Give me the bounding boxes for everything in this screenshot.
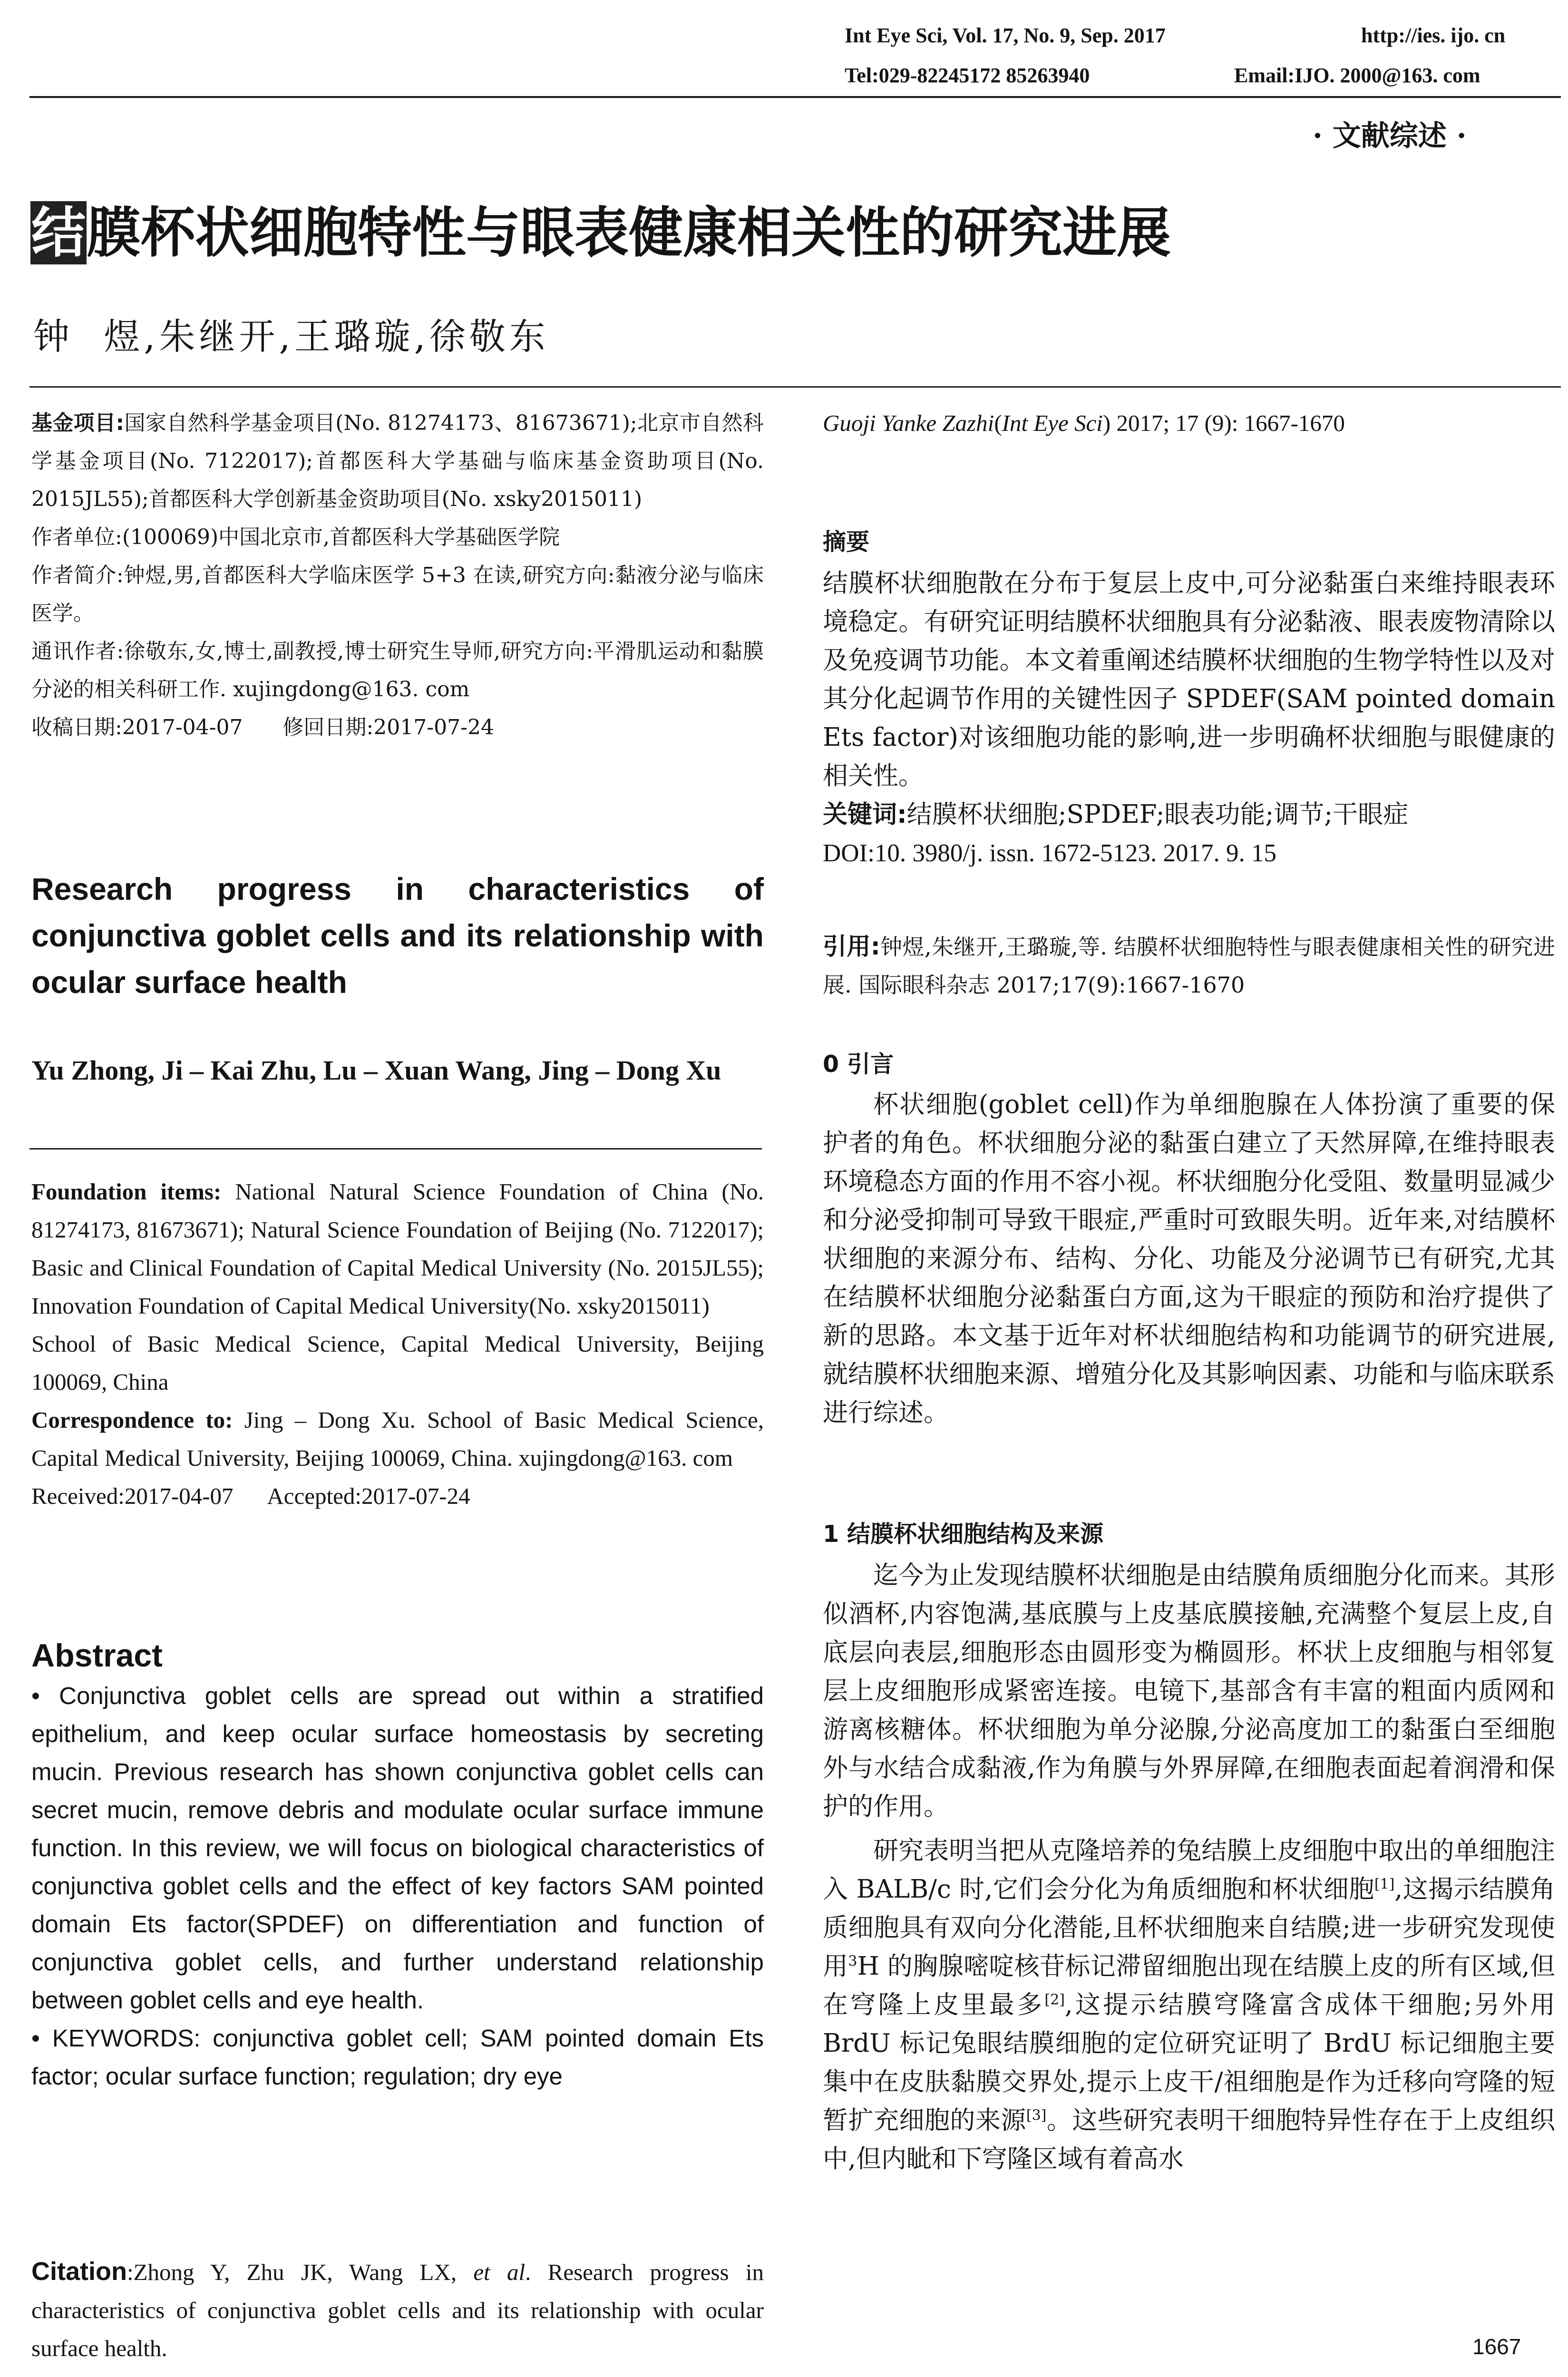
abstract-en-body	[31, 1677, 764, 2095]
section1-heading: 1 结膜杯状细胞结构及来源	[823, 1520, 1104, 1548]
dates-cn: 收稿日期:2017-04-07 修回日期:2017-07-24	[31, 715, 494, 740]
journal-email: Email:IJO. 2000@163. com	[1234, 64, 1480, 87]
journal-tel: Tel:029-82245172 85263940	[845, 64, 1090, 87]
en-meta-rule	[29, 1148, 762, 1150]
keywords-cn: 关键词:结膜杯状细胞;SPDEF;眼表功能;调节;干眼症	[823, 800, 1409, 829]
author-bio-cn: 作者简介:钟煜,男,首都医科大学临床医学 5+3 在读,研究方向:黏液分泌与临床医学。	[31, 563, 764, 625]
correspondence-cn: 通讯作者:徐敬东,女,博士,副教授,博士研究生导师,研究方向:平滑肌运动和黏膜分泌的相关科研工作. xujingdong@163. com	[31, 639, 764, 701]
foundation-items: Foundation items: National Natural Science Foundation of China (No. 81274173, 81673671); Natural Science Foundation of Beijing (No. 7122017); Basic and Clinical Foundation of Capital Medical University (No. 2015JL55); Innovation Foundation of Capital Medical University(No. xsky2015011)	[31, 1179, 764, 1319]
article-title	[30, 200, 1171, 266]
en-meta-block	[31, 1173, 764, 1515]
received-en: Received:2017-04-07 Accepted:2017-07-24	[31, 1483, 470, 1509]
page-number: 1667	[1472, 2334, 1521, 2359]
authors-cn: 钟 煜,朱继开,王璐璇,徐敬东	[33, 315, 549, 358]
abstract-cn-text: 结膜杯状细胞散在分布于复层上皮中,可分泌黏蛋白来维持眼表环境稳定。有研究证明结膜杯状细胞具有分泌黏液、眼表废物清除以及免疫调节功能。本文着重阐述结膜杯状细胞的生物学特性以及对其分化起调节作用的关键性因子 SPDEF(SAM pointed domain Ets factor)对该细胞功能的影响,进一步明确杯状细胞与眼健康的相关性。	[823, 569, 1555, 790]
section1-para1: 迄今为止发现结膜杯状细胞是由结膜角质细胞分化而来。其形似酒杯,内容饱满,基底膜与上皮基底膜接触,充满整个复层上皮,自底层向表层,细胞形态由圆形变为椭圆形。杯状上皮细胞与相邻复层上皮细胞形成紧密连接。电镜下,基部含有丰富的粗面内质网和游离核糖体。杯状细胞为单分泌腺,分泌高度加工的黏蛋白至细胞外与水结合成黏液,作为角膜与外界屏障,在细胞表面起着润滑和保护的作用。	[823, 1561, 1555, 1821]
english-title: Research progress in characteristics of conjunctiva goblet cells and its relationship with ocular surface health	[31, 871, 764, 1000]
citation-en: Citation:Zhong Y, Zhu JK, Wang LX, et al. Research progress in characteristics of conjunctiva goblet cells and its relationship with ocular surface health.	[31, 2257, 764, 2361]
authors-rule	[29, 386, 1561, 388]
intro-heading: 0 引言	[823, 1051, 894, 1078]
intro-body	[823, 1085, 1555, 1432]
english-authors: Yu Zhong, Ji – Kai Zhu, Lu – Xuan Wang, Jing – Dong Xu	[31, 1055, 721, 1086]
affiliation-cn: 作者单位:(100069)中国北京市,首都医科大学基础医学院	[31, 525, 560, 549]
funding-cn: 基金项目:国家自然科学基金项目(No. 81274173、81673671);北京市自然科学基金项目(No. 7122017);首都医科大学基础与临床基金资助项目(No. 2015JL55);首都医科大学创新基金资助项目(No. xsky2015011)	[31, 411, 764, 511]
section1-para2: 研究表明当把从克隆培养的兔结膜上皮细胞中取出的单细胞注入 BALB/c 时,它们会分化为角质细胞和杯状细胞[1],这揭示结膜角质细胞具有双向分化潜能,且杯状细胞来自结膜;进一步研究发现使用$^3$H 的胸腺嘧啶核苷标记滞留细胞出现在结膜上皮的所有区域,但在穹隆上皮里最多[2],这提示结膜穹隆富含成体干细胞;另外用 BrdU 标记兔眼结膜细胞的定位研究证明了 BrdU 标记细胞主要集中在皮肤黏膜交界处,提示上皮干/祖细胞是作为迁移向穹隆的短暂扩充细胞的来源[3]。这些研究表明干细胞特异性存在于上皮组织中,但内眦和下穹隆区域有着高水	[823, 1836, 1556, 2173]
citation-cn: 引用:钟煜,朱继开,王璐璇,等. 结膜杯状细胞特性与眼表健康相关性的研究进展. 国际眼科杂志 2017;17(9):1667-1670	[823, 933, 1555, 998]
ref-2: [2]	[1044, 1991, 1065, 2008]
title-drop-char: 结	[31, 201, 86, 264]
correspondence-en: Correspondence to: Jing – Dong Xu. School of Basic Medical Science, Capital Medical University, Beijing 100069, China. xujingdong@163. com	[31, 1407, 764, 1471]
citation-en-continued: Guoji Yanke Zazhi(Int Eye Sci) 2017; 17 (9): 1667-1670	[823, 410, 1345, 436]
ref-3: [3]	[1026, 2107, 1047, 2124]
abstract-en-para: • Conjunctiva goblet cells are spread out within a stratified epithelium, and keep ocular surface homeostasis by secreting mucin. Previous research has shown conjunctiva goblet cells can secret mucin, remove debris and modulate ocular surface immune function. In this review, we will focus on biological characteristics of conjunctiva goblet cells and the effect of key factors SAM pointed domain Ets factor(SPDEF) on differentiation and function of conjunctiva goblet cells, and further understand relationship between goblet cells and eye health.	[31, 1682, 764, 2014]
school-en: School of Basic Medical Science, Capital Medical University, Beijing 100069, China	[31, 1331, 764, 1395]
intro-text: 杯状细胞(goblet cell)作为单细胞腺在人体扮演了重要的保护者的角色。杯状细胞分泌的黏蛋白建立了天然屏障,在维持眼表环境稳态方面的作用不容小视。杯状细胞分化受阻、数量明显减少和分泌受抑制可导致干眼症,严重时可致眼失明。近年来,对结膜杯状细胞的来源分布、结构、分化、功能及分泌调节已有研究,尤其在结膜杯状细胞分泌黏蛋白方面,这为干眼症的预防和治疗提供了新的思路。本文基于近年对杯状细胞结构和功能调节的研究进展,就结膜杯状细胞来源、增殖分化及其影响因素、功能和与临床联系进行综述。	[823, 1090, 1555, 1427]
keywords-en: • KEYWORDS: conjunctiva goblet cell; SAM pointed domain Ets factor; ocular surface function; regulation; dry eye	[31, 2025, 764, 2090]
title-rest: 膜杯状细胞特性与眼表健康相关性的研究进展	[87, 201, 1171, 264]
section1-body	[823, 1556, 1555, 2178]
abstract-en-heading: Abstract	[31, 1637, 163, 1674]
doi: DOI:10. 3980/j. issn. 1672-5123. 2017. 9. 15	[823, 839, 1276, 867]
abstract-cn-body	[823, 564, 1555, 873]
journal-issue: Int Eye Sci, Vol. 17, No. 9, Sep. 2017	[845, 24, 1166, 47]
header-rule	[29, 96, 1561, 98]
section-tag: · 文献综述 ·	[1313, 119, 1467, 153]
sup-3: 3	[848, 1953, 857, 1970]
cn-meta-block	[31, 404, 764, 747]
abstract-cn-heading: 摘要	[823, 528, 870, 555]
journal-url: http://ies. ijo. cn	[1361, 24, 1506, 47]
ref-1: [1]	[1374, 1876, 1395, 1893]
